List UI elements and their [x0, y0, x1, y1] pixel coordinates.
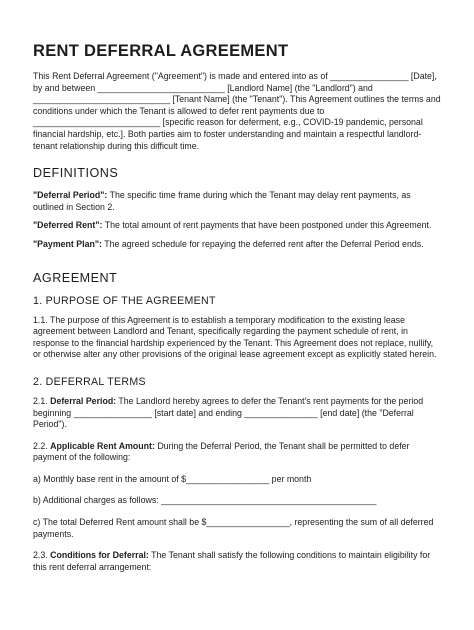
definitions-heading: DEFINITIONS [33, 166, 119, 181]
clause-term: Conditions for Deferral: [50, 550, 149, 561]
clause-term: Deferral Period: [50, 395, 117, 406]
definition-deferral-period [33, 190, 441, 213]
intro-paragraph: This Rent Deferral Agreement ("Agreement") is made and entered into as of ________________ [Date], by and between __________________________ [Landlord Name] (the "Landlord") and ____________________________ [Tenant Name] (the "Tenant"). This Agreement outlines the terms and conditions under which the Tenant is allowed to defer rent payments due to __________________________ [specific reason for deferment, e.g., COVID-19 pandemic, personal financial hardship, etc.]. Both parties aim to foster understanding and maintain a respectful landlord-tenant relationship during this difficult time. [33, 71, 441, 151]
clause-number: 2.3. [33, 550, 51, 561]
clause-text: During the Deferral Period, the Tenant shall be permitted to defer payment of the following: [33, 440, 410, 463]
item-a: a) Monthly base rent in the amount of $_________________ per month [33, 473, 312, 484]
clause-number: 2.1. [33, 395, 51, 406]
definition-deferred-rent [33, 220, 441, 232]
section-2-2-paragraph [33, 441, 441, 464]
clause-number: 2.2. [33, 440, 51, 451]
definition-payment-plan [33, 239, 441, 251]
clause-term: Applicable Rent Amount: [50, 440, 155, 451]
definition-term: "Deferral Period": [33, 190, 108, 201]
item-c: c) The total Deferred Rent amount shall be $_________________, representing the sum of all deferred payments. [33, 517, 434, 539]
section-2-1-paragraph [33, 396, 441, 431]
clause-text: The Tenant shall satisfy the following conditions to maintain eligibility for this rent deferral arrangement: [33, 550, 431, 572]
section-1-heading: 1. PURPOSE OF THE AGREEMENT [33, 294, 216, 307]
section-2-3-paragraph [33, 550, 441, 573]
definition-text: The specific time frame during which the Tenant may delay rent payments, as outlined in Section 2. [33, 190, 411, 212]
definition-term: "Payment Plan": [33, 238, 102, 249]
item-b: b) Additional charges as follows: ____________________________________________ [33, 495, 377, 506]
definition-term: "Deferred Rent": [33, 220, 103, 231]
section-1-1-paragraph: 1.1. The purpose of this Agreement is to establish a temporary modification to the existing lease agreement between Landlord and Tenant, specifically regarding the payment schedule of rent, in response to the financial hardship experienced by the Tenant. This Agreement does not replace, nullify, or otherwise alter any other provisions of the original lease agreement except as explicitly stated herein. [33, 314, 437, 360]
section-2-heading: 2. DEFERRAL TERMS [33, 375, 146, 388]
definition-text: The total amount of rent payments that have been postponed under this Agreement. [102, 220, 432, 231]
agreement-heading: AGREEMENT [33, 270, 118, 285]
definition-text: The agreed schedule for repaying the deferred rent after the Deferral Period ends. [101, 238, 424, 249]
clause-text: The Landlord hereby agrees to defer the Tenant's rent payments for the period beginning ________________ [start date] and ending _______________ [end date] (the "Deferral Period"). [33, 395, 424, 430]
document-title: RENT DEFERRAL AGREEMENT [33, 42, 289, 60]
